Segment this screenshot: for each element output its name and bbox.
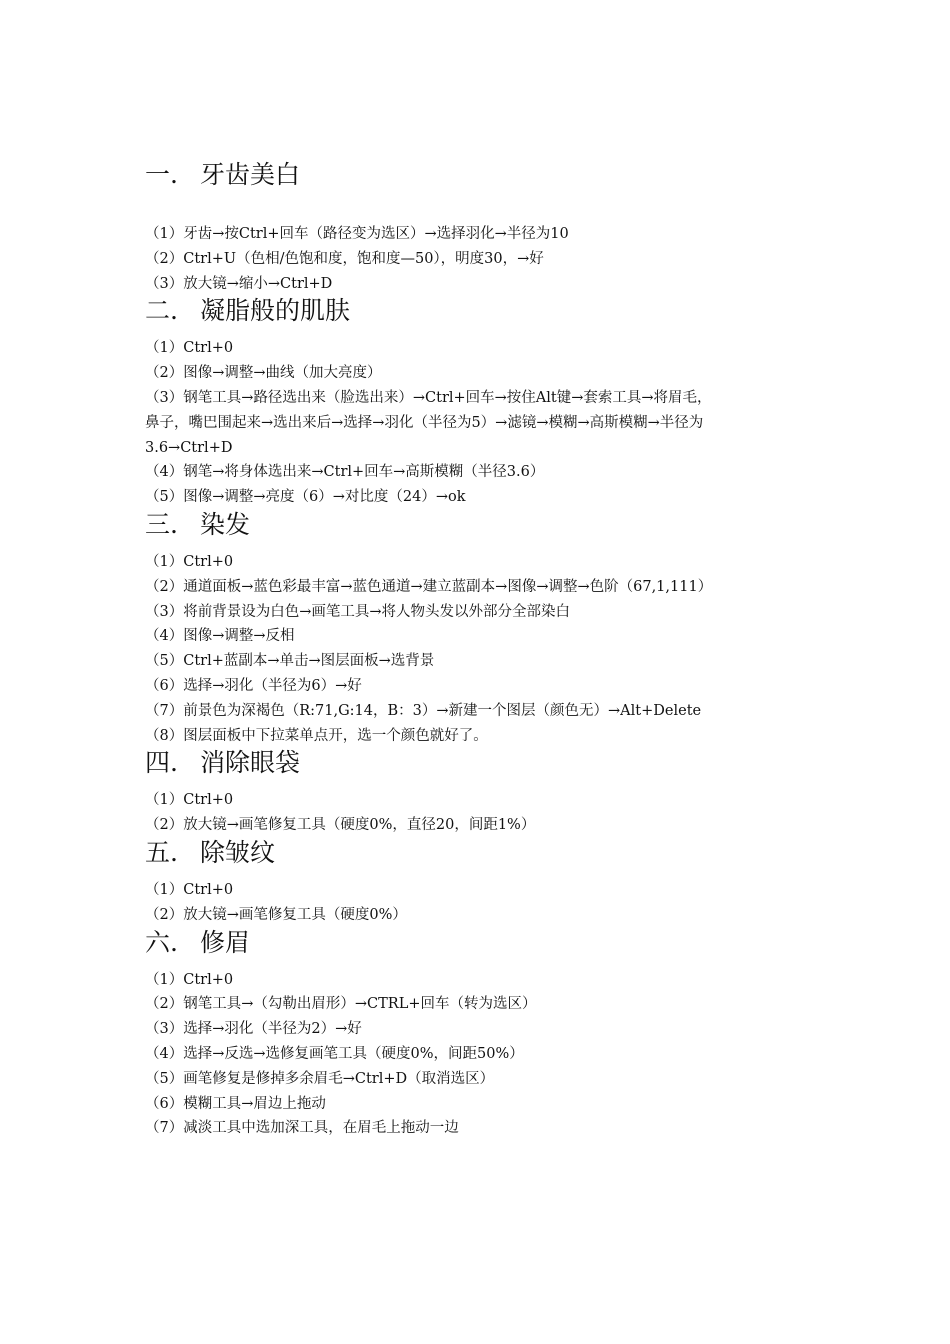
step-item: （1）牙齿→按Ctrl+回车（路径变为选区）→选择羽化→半径为10 bbox=[145, 226, 569, 242]
step-list-smooth-skin bbox=[145, 336, 825, 510]
section-number: 二. bbox=[145, 296, 178, 326]
section-title-smooth-skin bbox=[145, 296, 825, 326]
step-item: （1）Ctrl+0 bbox=[145, 971, 234, 988]
section-number: 三. bbox=[145, 509, 178, 539]
section-heading: 除皱纹 bbox=[199, 837, 275, 867]
step-item: （6）选择→羽化（半径为6）→好 bbox=[145, 677, 362, 694]
step-item: （4）选择→反选→选修复画笔工具（硬度0%，间距50%） bbox=[145, 1045, 524, 1062]
step-item: （5）画笔修复是修掉多余眉毛→Ctrl+D（取消选区） bbox=[145, 1070, 495, 1087]
step-item: （8）图层面板中下拉菜单点开，选一个颜色就好了。 bbox=[145, 727, 488, 744]
step-list-teeth-whitening bbox=[145, 222, 825, 296]
section-number: 一. bbox=[145, 160, 178, 189]
section-heading: 牙齿美白 bbox=[199, 160, 300, 189]
step-item: （1）Ctrl+0 bbox=[145, 340, 234, 357]
section-heading: 消除眼袋 bbox=[199, 748, 300, 778]
step-item: 3.6→Ctrl+D bbox=[145, 439, 233, 456]
section-heading: 凝脂般的肌肤 bbox=[199, 296, 350, 326]
step-list-eyebrow-trim bbox=[145, 968, 825, 1142]
step-item: （7）前景色为深褐色（R:71,G:14，B：3）→新建一个图层（颜色无）→Alt+Delete bbox=[145, 702, 702, 719]
step-item: （2）通道面板→蓝色彩最丰富→蓝色通道→建立蓝副本→图像→调整→色阶（67,1,111） bbox=[145, 578, 713, 595]
step-list-remove-eye-bags bbox=[145, 788, 825, 838]
step-item: （6）模糊工具→眉边上拖动 bbox=[145, 1095, 326, 1112]
step-item: （4）钢笔→将身体选出来→Ctrl+回车→高斯模糊（半径3.6） bbox=[145, 464, 545, 481]
section-title-teeth-whitening bbox=[145, 160, 825, 190]
step-item: （2）钢笔工具→（勾勒出眉形）→CTRL+回车（转为选区） bbox=[145, 996, 537, 1013]
step-item: （2）放大镜→画笔修复工具（硬度0%，直径20，间距1%） bbox=[145, 817, 536, 834]
section-heading: 修眉 bbox=[199, 927, 250, 957]
step-item: （2）放大镜→画笔修复工具（硬度0%） bbox=[145, 906, 407, 923]
step-item: （5）图像→调整→亮度（6）→对比度（24）→ok bbox=[145, 489, 466, 506]
step-item: （1）Ctrl+0 bbox=[145, 792, 234, 809]
section-number: 五. bbox=[145, 837, 178, 867]
section-title-remove-eye-bags bbox=[145, 748, 825, 778]
step-item: （3）将前背景设为白色→画笔工具→将人物头发以外部分全部染白 bbox=[145, 603, 571, 620]
section-number: 四. bbox=[145, 748, 178, 778]
step-item: （1）Ctrl+0 bbox=[145, 881, 234, 898]
step-list-hair-dye bbox=[145, 550, 825, 748]
step-item: （7）减淡工具中选加深工具，在眉毛上拖动一边 bbox=[145, 1120, 459, 1137]
step-item: （1）Ctrl+0 bbox=[145, 553, 234, 570]
step-item: （2）Ctrl+U（色相/色饱和度，饱和度—50），明度30，→好 bbox=[145, 250, 544, 267]
step-item: 鼻子，嘴巴围起来→选出来后→选择→羽化（半径为5）→滤镜→模糊→高斯模糊→半径为 bbox=[145, 414, 704, 431]
step-item: （5）Ctrl+蓝副本→单击→图层面板→选背景 bbox=[145, 653, 435, 670]
section-title-hair-dye bbox=[145, 510, 825, 540]
section-number: 六. bbox=[145, 927, 178, 957]
document-page bbox=[145, 160, 825, 1141]
section-heading: 染发 bbox=[199, 509, 250, 539]
step-item: （3）选择→羽化（半径为2）→好 bbox=[145, 1021, 362, 1038]
section-title-remove-wrinkles bbox=[145, 838, 825, 868]
step-item: （3）放大镜→缩小→Ctrl+D bbox=[145, 275, 333, 292]
step-list-remove-wrinkles bbox=[145, 878, 825, 928]
step-item: （3）钢笔工具→路径选出来（脸选出来）→Ctrl+回车→按住Alt键→套索工具→将眉毛， bbox=[145, 389, 712, 406]
step-item: （4）图像→调整→反相 bbox=[145, 628, 295, 645]
section-title-eyebrow-trim bbox=[145, 928, 825, 958]
step-item: （2）图像→调整→曲线（加大亮度） bbox=[145, 365, 382, 382]
